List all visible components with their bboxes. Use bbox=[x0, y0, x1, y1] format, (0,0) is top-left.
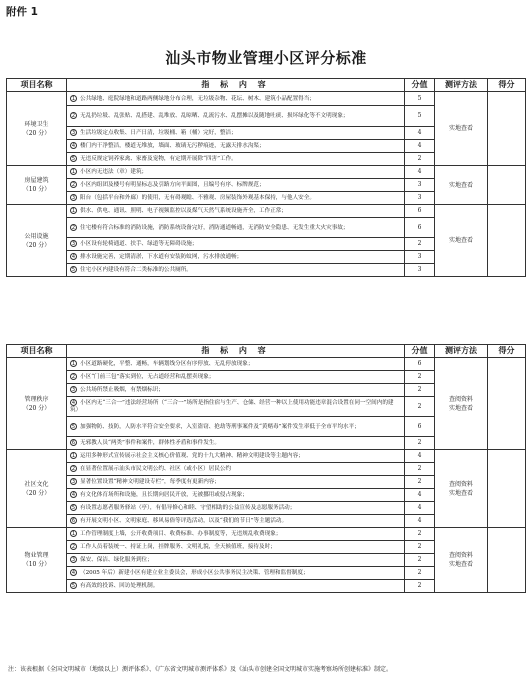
result-cell bbox=[488, 528, 526, 593]
indicator-cell bbox=[67, 358, 405, 371]
score-cell: 4 bbox=[405, 166, 435, 179]
category-cell bbox=[7, 528, 67, 593]
score-cell: 4 bbox=[405, 489, 435, 502]
indicator-cell bbox=[67, 92, 405, 106]
item-number: 2 bbox=[71, 224, 76, 231]
item-number: 3 bbox=[71, 195, 76, 201]
score-cell: 4 bbox=[405, 127, 435, 140]
header-indicator-content: 指 标 内 容 bbox=[67, 79, 405, 92]
score-cell: 2 bbox=[405, 567, 435, 580]
item-number: 1 bbox=[71, 169, 76, 175]
indicator-text: （2005 年后）新建小区有建立业主委员会，形成小区公共事务民主决策、管理和监督制度； bbox=[80, 570, 309, 576]
indicator-cell bbox=[67, 567, 405, 580]
score-cell: 2 bbox=[405, 463, 435, 476]
indicator-text: 无邪教人员“两类”事件和案件，群体性矛盾和事件发生。 bbox=[80, 440, 220, 446]
indicator-text: 无乱扔垃圾、乱张贴、乱搭建、乱堆放、乱晾晒、乱流污水、乱摆摊以及随地吐痰、损坏绿化等不文明现象； bbox=[80, 113, 349, 119]
indicator-text: 工作管理制度上墙，公开收费项目、收费标准、办事制度等，无违规乱收费现象； bbox=[80, 531, 282, 537]
table-header-row bbox=[7, 345, 526, 358]
score-cell: 2 bbox=[405, 580, 435, 593]
indicator-cell bbox=[67, 463, 405, 476]
score-cell: 2 bbox=[405, 371, 435, 384]
score-cell: 2 bbox=[405, 528, 435, 541]
header-project-name: 项目名称 bbox=[7, 79, 67, 92]
header-result: 得分 bbox=[488, 345, 526, 358]
indicator-cell bbox=[67, 541, 405, 554]
score-cell: 3 bbox=[405, 192, 435, 205]
item-number: 3 bbox=[71, 130, 76, 136]
method-cell bbox=[435, 166, 488, 205]
item-number: 4 bbox=[71, 143, 76, 149]
score-cell: 4 bbox=[405, 450, 435, 463]
indicator-text: 公共场所禁止吸烟，有禁烟标识； bbox=[80, 387, 164, 393]
table-header-row bbox=[7, 79, 526, 92]
table-row bbox=[7, 528, 526, 541]
method-text: 实地查看 bbox=[448, 404, 473, 412]
indicator-text: 排水设施完善，定期清淤，下水道有安装防蚊网，污水排放通畅； bbox=[80, 254, 243, 260]
indicator-text: 小区内无违法（章）建筑； bbox=[80, 169, 148, 175]
category-points: （20 分） bbox=[22, 489, 51, 497]
page-title: 汕头市物业管理小区评分标准 bbox=[165, 49, 367, 67]
indicator-cell bbox=[67, 437, 405, 450]
score-cell: 6 bbox=[405, 205, 435, 218]
indicator-text: 生活垃圾定点收集、日产日清，垃圾桶、箱（桶）完好，整洁； bbox=[80, 130, 237, 136]
item-number: 5 bbox=[71, 505, 76, 511]
indicator-text: 有开展文明小区、文明家庭、移风易俗等评选活动，以及“我们的节日”等主题活动。 bbox=[80, 518, 288, 524]
indicator-cell bbox=[67, 140, 405, 153]
method-text: 实地查看 bbox=[448, 561, 473, 568]
indicator-text: 小区内组团及楼号有明显标志及引路方向平面图，且编号有序、标牌规范； bbox=[80, 182, 265, 188]
item-number: 4 bbox=[71, 492, 76, 498]
score-cell: 3 bbox=[405, 251, 435, 264]
item-number: 5 bbox=[71, 583, 76, 589]
category-name: 社区文化 bbox=[24, 480, 49, 488]
indicator-text: 小区“门前三包”落实到位，无占道经营和乱摆卖现象； bbox=[80, 374, 215, 380]
item-number: 4 bbox=[71, 400, 76, 407]
indicator-cell bbox=[67, 384, 405, 397]
category-points: （20 分） bbox=[22, 404, 51, 412]
score-cell: 3 bbox=[405, 264, 435, 277]
item-number: 6 bbox=[71, 440, 76, 446]
indicator-cell bbox=[67, 476, 405, 489]
indicator-cell bbox=[67, 489, 405, 502]
category-points: （10 分） bbox=[22, 561, 51, 568]
indicator-text: 有设置志愿者服务驿站（亭），有倡导修心和睦、守望相助的公益宣传及志愿服务活动； bbox=[80, 505, 296, 511]
indicator-cell bbox=[67, 397, 405, 417]
category-name: 物业管理 bbox=[24, 552, 49, 559]
indicator-cell bbox=[67, 515, 405, 528]
indicator-text: 工作人员着装统一、持证上岗，挂牌服务、文明礼貌，全天候值班，接待及时； bbox=[80, 544, 276, 550]
category-cell bbox=[7, 358, 67, 450]
indicator-text: 公共绿地、庭院绿地和道路两侧绿地分布合理，无垃圾杂物、花坛、树木、建筑小品配置得当； bbox=[80, 95, 315, 102]
indicator-cell bbox=[67, 127, 405, 140]
score-cell: 2 bbox=[405, 437, 435, 450]
score-cell: 6 bbox=[405, 358, 435, 371]
score-cell: 4 bbox=[405, 502, 435, 515]
indicator-text: 阳台（包括平台和外廊）的使用，无有碍观瞻、不雅观、房屋装饰外观基本保持，与他人安全。 bbox=[80, 195, 315, 201]
indicator-text: 小区道路硬化，平整、通畅，车辆划线分区有序停放、无乱停放现象； bbox=[80, 361, 254, 367]
item-number: 3 bbox=[71, 479, 76, 485]
item-number: 2 bbox=[71, 182, 76, 188]
method-text: 实地查看 bbox=[448, 125, 473, 132]
method-cell bbox=[435, 450, 488, 528]
indicator-cell bbox=[67, 218, 405, 238]
indicator-cell bbox=[67, 450, 405, 463]
table-row bbox=[7, 205, 526, 218]
indicator-text: 住宅小区内建设有符合二类标准的公共厕所。 bbox=[80, 267, 192, 273]
table-row bbox=[7, 166, 526, 179]
item-number: 3 bbox=[71, 387, 76, 393]
item-number: 5 bbox=[71, 423, 76, 430]
score-cell: 2 bbox=[405, 397, 435, 417]
header-score: 分值 bbox=[405, 345, 435, 358]
indicator-text: 有高效的投诉、回访处理机制。 bbox=[80, 583, 159, 589]
category-points: （20 分） bbox=[22, 241, 51, 249]
indicator-text: 显著位置设置“精神文明建设专栏”，每季度有更新内容； bbox=[80, 479, 220, 485]
indicator-text: 供水、供电、通讯、照明、电子视频监控以及煤气天然气系统设施齐全，工作正常； bbox=[80, 208, 287, 214]
indicator-cell bbox=[67, 371, 405, 384]
table-row bbox=[7, 450, 526, 463]
score-cell: 4 bbox=[405, 515, 435, 528]
indicator-text: 加强物防、技防，人防水平符合安全要求，入室盗窃、抢劫等刑事案件及“黄赌毒”案件发生率低于全市平均水平； bbox=[80, 423, 360, 430]
item-number: 3 bbox=[71, 557, 76, 563]
category-name: 管理秩序 bbox=[24, 395, 49, 403]
method-cell bbox=[435, 92, 488, 166]
indicator-cell bbox=[67, 205, 405, 218]
indicator-cell bbox=[67, 106, 405, 127]
method-text: 实地查看 bbox=[448, 489, 473, 497]
item-number: 5 bbox=[71, 156, 76, 162]
indicator-text: 在显著位置展示汕头市民文明公约、社区（或小区）居民公约 bbox=[80, 466, 232, 472]
indicator-cell bbox=[67, 251, 405, 264]
score-cell: 2 bbox=[405, 554, 435, 567]
method-cell bbox=[435, 205, 488, 277]
indicator-text: 住宅楼有符合标准的消防设施，消防系统设备完好，消防通道畅通，无消防安全隐患、无发生重大火灾事故； bbox=[80, 224, 349, 231]
category-cell bbox=[7, 205, 67, 277]
header-score: 分值 bbox=[405, 79, 435, 92]
indicator-cell bbox=[67, 238, 405, 251]
score-cell: 6 bbox=[405, 218, 435, 238]
indicator-cell bbox=[67, 166, 405, 179]
footnote: 注：该表根据《全国文明城市（地级以上）测评体系》、《广东省文明城市测评体系》及《汕头市创建全国文明城市实施考察场所创建标准》制定。 bbox=[8, 666, 393, 673]
result-cell bbox=[488, 358, 526, 450]
item-number: 5 bbox=[71, 267, 76, 273]
score-cell: 3 bbox=[405, 179, 435, 192]
method-cell bbox=[435, 358, 488, 450]
category-cell bbox=[7, 166, 67, 205]
table-row bbox=[7, 358, 526, 371]
indicator-text: 运用多种形式宣传展示社会主义核心价值观、党的十九大精神、精神文明建设等主题内容； bbox=[80, 453, 304, 459]
method-text: 实地查看 bbox=[448, 181, 473, 189]
method-text: 查阅资料 bbox=[448, 395, 473, 403]
category-cell bbox=[7, 450, 67, 528]
score-cell: 2 bbox=[405, 476, 435, 489]
item-number: 4 bbox=[71, 570, 76, 576]
indicator-text: 小区内无“三合一”违法经营场所（“三合一”场所是指住宿与生产、仓储、经营一种以上使用功能违章混合设置在同一空间内的建筑） bbox=[70, 400, 394, 413]
category-name: 环境卫生 bbox=[24, 120, 49, 128]
header-result: 得分 bbox=[488, 79, 526, 92]
method-text: 查阅资料 bbox=[448, 552, 473, 559]
score-cell: 2 bbox=[405, 541, 435, 554]
indicator-cell bbox=[67, 179, 405, 192]
score-cell: 5 bbox=[405, 106, 435, 127]
score-cell: 5 bbox=[405, 92, 435, 106]
score-cell: 4 bbox=[405, 140, 435, 153]
category-name: 公用设施 bbox=[24, 232, 49, 240]
indicator-text: 有文化体育场所和设施，且长期向居民开放，无被挪用或侵占现象； bbox=[80, 492, 248, 498]
method-text: 实地查看 bbox=[448, 237, 473, 244]
result-cell bbox=[488, 205, 526, 277]
indicator-cell bbox=[67, 580, 405, 593]
score-cell: 2 bbox=[405, 384, 435, 397]
indicator-cell bbox=[67, 554, 405, 567]
header-project-name: 项目名称 bbox=[7, 345, 67, 358]
indicator-cell bbox=[67, 264, 405, 277]
item-number: 1 bbox=[71, 361, 76, 367]
score-cell: 6 bbox=[405, 417, 435, 437]
scoring-table-2 bbox=[6, 344, 526, 593]
item-number: 6 bbox=[71, 518, 76, 524]
item-number: 2 bbox=[71, 113, 76, 119]
category-cell bbox=[7, 92, 67, 166]
indicator-text: 小区设有轮椅通道、扶手、绿道等无障碍设施； bbox=[80, 241, 198, 247]
category-points: （20 分） bbox=[22, 129, 51, 137]
item-number: 1 bbox=[71, 453, 76, 459]
indicator-text: 楼门内干净整洁，楼道无堆放，墙面、玻璃无污秽痕迹，无露天排水沟渠； bbox=[80, 143, 265, 149]
item-number: 1 bbox=[71, 208, 76, 214]
result-cell bbox=[488, 92, 526, 166]
scoring-table-1 bbox=[6, 78, 526, 277]
attachment-label: 附件 1 bbox=[6, 6, 38, 18]
category-points: （10 分） bbox=[22, 186, 51, 193]
item-number: 1 bbox=[71, 95, 76, 102]
indicator-cell bbox=[67, 417, 405, 437]
indicator-cell bbox=[67, 502, 405, 515]
table-row bbox=[7, 92, 526, 106]
header-method: 测评方法 bbox=[435, 79, 488, 92]
item-number: 2 bbox=[71, 544, 76, 550]
method-cell bbox=[435, 528, 488, 593]
score-cell: 2 bbox=[405, 153, 435, 166]
item-number: 2 bbox=[71, 466, 76, 472]
indicator-cell bbox=[67, 192, 405, 205]
category-name: 房屋建筑 bbox=[24, 177, 49, 184]
method-text: 查阅资料 bbox=[448, 480, 473, 488]
header-indicator-content: 指 标 内 容 bbox=[67, 345, 405, 358]
item-number: 3 bbox=[71, 241, 76, 247]
indicator-text: 无违反规定饲养家禽、家畜及宠物，有定期开展除“四害”工作。 bbox=[80, 156, 237, 162]
indicator-text: 保安、保洁、绿化服务到位； bbox=[80, 557, 153, 563]
score-cell: 2 bbox=[405, 238, 435, 251]
result-cell bbox=[488, 166, 526, 205]
indicator-cell bbox=[67, 528, 405, 541]
item-number: 1 bbox=[71, 531, 76, 537]
header-method: 测评方法 bbox=[435, 345, 488, 358]
result-cell bbox=[488, 450, 526, 528]
item-number: 4 bbox=[71, 254, 76, 260]
item-number: 2 bbox=[71, 374, 76, 380]
indicator-cell bbox=[67, 153, 405, 166]
